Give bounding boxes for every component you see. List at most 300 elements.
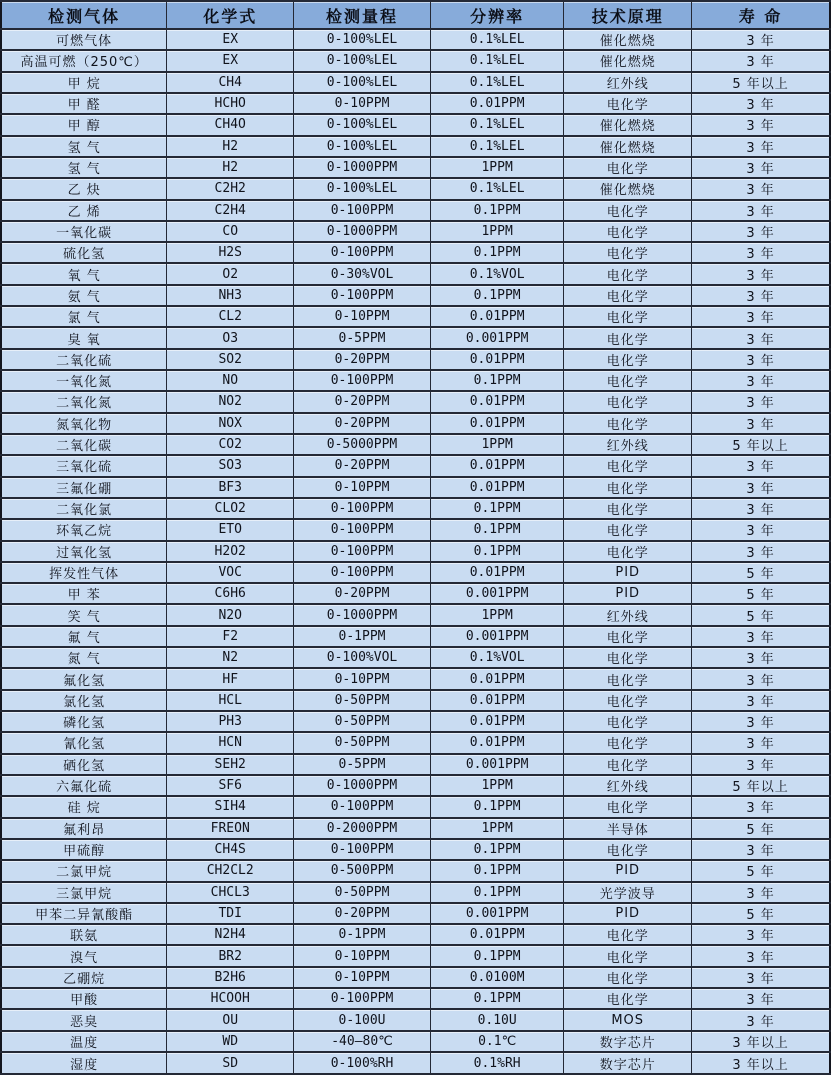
- cell-range: 0-100%RH: [294, 1052, 431, 1074]
- cell-principle: 电化学: [564, 796, 692, 817]
- cell-gas: 溴气: [1, 945, 167, 966]
- cell-gas: 乙 炔: [1, 178, 167, 199]
- cell-life: 3 年: [692, 754, 830, 775]
- table-row: [1, 690, 830, 711]
- cell-gas: 氧 气: [1, 263, 167, 284]
- cell-gas: 挥发性气体: [1, 562, 167, 583]
- cell-range: 0-100PPM: [294, 200, 431, 221]
- cell-gas: 三氧化硫: [1, 455, 167, 476]
- cell-formula: ETO: [167, 519, 294, 540]
- cell-principle: 电化学: [564, 349, 692, 370]
- cell-gas: 氮 气: [1, 647, 167, 668]
- cell-formula: HCHO: [167, 93, 294, 114]
- cell-life: 3 年: [692, 306, 830, 327]
- cell-life: 5 年: [692, 583, 830, 604]
- cell-gas: 氯 气: [1, 306, 167, 327]
- cell-principle: 电化学: [564, 754, 692, 775]
- cell-life: 3 年: [692, 50, 830, 71]
- cell-range: 0-10PPM: [294, 306, 431, 327]
- cell-gas: 氟 气: [1, 626, 167, 647]
- col-header-life: 寿 命: [692, 1, 830, 29]
- cell-gas: 二氧化硫: [1, 349, 167, 370]
- cell-formula: HF: [167, 668, 294, 689]
- cell-formula: HCL: [167, 690, 294, 711]
- cell-life: 3 年: [692, 882, 830, 903]
- col-header-gas: 检测气体: [1, 1, 167, 29]
- cell-range: 0-100U: [294, 1009, 431, 1030]
- cell-principle: 电化学: [564, 988, 692, 1009]
- cell-resolution: 0.1PPM: [430, 945, 563, 966]
- table-row: [1, 967, 830, 988]
- cell-range: 0-30%VOL: [294, 263, 431, 284]
- table-row: [1, 775, 830, 796]
- cell-life: 3 年: [692, 200, 830, 221]
- cell-range: 0-10PPM: [294, 967, 431, 988]
- cell-life: 5 年: [692, 903, 830, 924]
- cell-gas: 甲 醇: [1, 114, 167, 135]
- cell-principle: 电化学: [564, 711, 692, 732]
- cell-gas: 甲 醛: [1, 93, 167, 114]
- cell-gas: 硅 烷: [1, 796, 167, 817]
- cell-principle: PID: [564, 562, 692, 583]
- cell-principle: 电化学: [564, 839, 692, 860]
- cell-principle: 催化燃烧: [564, 136, 692, 157]
- cell-resolution: 0.1PPM: [430, 839, 563, 860]
- table-row: [1, 796, 830, 817]
- table-row: [1, 477, 830, 498]
- table-row: [1, 498, 830, 519]
- cell-range: 0-100PPM: [294, 988, 431, 1009]
- cell-range: 0-20PPM: [294, 413, 431, 434]
- cell-formula: O3: [167, 327, 294, 348]
- cell-formula: C6H6: [167, 583, 294, 604]
- cell-formula: SEH2: [167, 754, 294, 775]
- table-row: [1, 93, 830, 114]
- cell-formula: H2S: [167, 242, 294, 263]
- cell-resolution: 0.01PPM: [430, 413, 563, 434]
- cell-life: 3 年: [692, 178, 830, 199]
- cell-principle: PID: [564, 903, 692, 924]
- cell-life: 3 年: [692, 391, 830, 412]
- cell-life: 3 年: [692, 839, 830, 860]
- cell-range: 0-100%LEL: [294, 178, 431, 199]
- cell-life: 3 年: [692, 242, 830, 263]
- cell-life: 3 年: [692, 29, 830, 50]
- cell-formula: CH4: [167, 72, 294, 93]
- cell-resolution: 0.01PPM: [430, 711, 563, 732]
- cell-range: 0-100%LEL: [294, 114, 431, 135]
- cell-life: 3 年: [692, 668, 830, 689]
- cell-gas: 乙 烯: [1, 200, 167, 221]
- cell-principle: 电化学: [564, 413, 692, 434]
- cell-formula: NOX: [167, 413, 294, 434]
- cell-gas: 三氯甲烷: [1, 882, 167, 903]
- table-row: [1, 541, 830, 562]
- cell-principle: 电化学: [564, 541, 692, 562]
- cell-life: 5 年: [692, 604, 830, 625]
- cell-gas: 乙硼烷: [1, 967, 167, 988]
- cell-resolution: 0.1PPM: [430, 988, 563, 1009]
- cell-range: 0-50PPM: [294, 732, 431, 753]
- table-row: [1, 327, 830, 348]
- cell-life: 3 年以上: [692, 1031, 830, 1052]
- cell-life: 3 年以上: [692, 1052, 830, 1074]
- cell-gas: 甲 烷: [1, 72, 167, 93]
- cell-principle: 光学波导: [564, 882, 692, 903]
- cell-gas: 一氧化碳: [1, 221, 167, 242]
- table-row: [1, 157, 830, 178]
- cell-resolution: 0.001PPM: [430, 583, 563, 604]
- cell-range: 0-5000PPM: [294, 434, 431, 455]
- cell-resolution: 0.1℃: [430, 1031, 563, 1052]
- cell-formula: C2H4: [167, 200, 294, 221]
- cell-range: 0-100PPM: [294, 519, 431, 540]
- cell-gas: 甲硫醇: [1, 839, 167, 860]
- cell-resolution: 0.1PPM: [430, 242, 563, 263]
- table-row: [1, 882, 830, 903]
- cell-gas: 六氟化硫: [1, 775, 167, 796]
- table-row: [1, 711, 830, 732]
- cell-resolution: 0.1PPM: [430, 541, 563, 562]
- cell-formula: SIH4: [167, 796, 294, 817]
- cell-range: 0-1000PPM: [294, 157, 431, 178]
- cell-principle: 电化学: [564, 519, 692, 540]
- cell-range: 0-1PPM: [294, 924, 431, 945]
- cell-life: 5 年以上: [692, 434, 830, 455]
- cell-formula: CHCL3: [167, 882, 294, 903]
- cell-resolution: 0.01PPM: [430, 477, 563, 498]
- cell-formula: CH4O: [167, 114, 294, 135]
- cell-life: 3 年: [692, 221, 830, 242]
- table-row: [1, 604, 830, 625]
- cell-gas: 氢 气: [1, 136, 167, 157]
- table-row: [1, 72, 830, 93]
- cell-range: 0-100%LEL: [294, 136, 431, 157]
- cell-principle: 红外线: [564, 604, 692, 625]
- cell-formula: H2O2: [167, 541, 294, 562]
- table-row: [1, 349, 830, 370]
- cell-formula: H2: [167, 136, 294, 157]
- cell-resolution: 0.1PPM: [430, 200, 563, 221]
- cell-gas: 温度: [1, 1031, 167, 1052]
- cell-range: 0-20PPM: [294, 455, 431, 476]
- cell-formula: N2: [167, 647, 294, 668]
- cell-life: 3 年: [692, 690, 830, 711]
- cell-resolution: 1PPM: [430, 221, 563, 242]
- cell-gas: 环氧乙烷: [1, 519, 167, 540]
- table-row: [1, 562, 830, 583]
- cell-principle: 电化学: [564, 668, 692, 689]
- col-header-range: 检测量程: [294, 1, 431, 29]
- cell-principle: 电化学: [564, 924, 692, 945]
- table-row: [1, 200, 830, 221]
- cell-life: 3 年: [692, 924, 830, 945]
- cell-gas: 一氧化氮: [1, 370, 167, 391]
- cell-formula: CL2: [167, 306, 294, 327]
- table-row: [1, 818, 830, 839]
- cell-gas: 三氟化硼: [1, 477, 167, 498]
- table-body: [1, 29, 830, 1074]
- cell-principle: 催化燃烧: [564, 114, 692, 135]
- table-row: [1, 455, 830, 476]
- table-row: [1, 263, 830, 284]
- cell-range: 0-10PPM: [294, 945, 431, 966]
- cell-formula: SO2: [167, 349, 294, 370]
- cell-principle: 电化学: [564, 967, 692, 988]
- table-row: [1, 391, 830, 412]
- cell-range: 0-50PPM: [294, 690, 431, 711]
- cell-resolution: 0.1%LEL: [430, 136, 563, 157]
- cell-life: 3 年: [692, 477, 830, 498]
- cell-range: 0-20PPM: [294, 903, 431, 924]
- cell-life: 3 年: [692, 327, 830, 348]
- cell-life: 3 年: [692, 136, 830, 157]
- cell-resolution: 0.1PPM: [430, 882, 563, 903]
- cell-life: 3 年: [692, 93, 830, 114]
- cell-life: 3 年: [692, 349, 830, 370]
- cell-life: 3 年: [692, 967, 830, 988]
- cell-gas: 二氧化碳: [1, 434, 167, 455]
- cell-gas: 甲 苯: [1, 583, 167, 604]
- table-row: [1, 583, 830, 604]
- cell-range: 0-1000PPM: [294, 604, 431, 625]
- cell-range: -40—80℃: [294, 1031, 431, 1052]
- cell-formula: O2: [167, 263, 294, 284]
- cell-gas: 过氧化氢: [1, 541, 167, 562]
- cell-range: 0-5PPM: [294, 327, 431, 348]
- cell-range: 0-20PPM: [294, 391, 431, 412]
- cell-principle: 电化学: [564, 327, 692, 348]
- table-row: [1, 1031, 830, 1052]
- cell-life: 3 年: [692, 988, 830, 1009]
- cell-principle: 电化学: [564, 626, 692, 647]
- cell-principle: 红外线: [564, 775, 692, 796]
- table-row: [1, 221, 830, 242]
- cell-principle: 电化学: [564, 647, 692, 668]
- cell-gas: 甲苯二异氰酸酯: [1, 903, 167, 924]
- cell-life: 3 年: [692, 647, 830, 668]
- cell-principle: 电化学: [564, 285, 692, 306]
- cell-formula: CO2: [167, 434, 294, 455]
- cell-range: 0-100%LEL: [294, 29, 431, 50]
- cell-range: 0-10PPM: [294, 668, 431, 689]
- cell-resolution: 0.1%LEL: [430, 178, 563, 199]
- cell-resolution: 0.1PPM: [430, 860, 563, 881]
- cell-gas: 二氯甲烷: [1, 860, 167, 881]
- cell-principle: 电化学: [564, 200, 692, 221]
- cell-principle: 电化学: [564, 157, 692, 178]
- cell-range: 0-100PPM: [294, 562, 431, 583]
- cell-gas: 硒化氢: [1, 754, 167, 775]
- cell-gas: 氰化氢: [1, 732, 167, 753]
- cell-resolution: 0.1PPM: [430, 370, 563, 391]
- cell-principle: 数字芯片: [564, 1052, 692, 1074]
- cell-resolution: 0.1%LEL: [430, 29, 563, 50]
- table-row: [1, 242, 830, 263]
- cell-resolution: 0.001PPM: [430, 327, 563, 348]
- cell-life: 3 年: [692, 370, 830, 391]
- cell-gas: 硫化氢: [1, 242, 167, 263]
- table-row: [1, 988, 830, 1009]
- table-row: [1, 626, 830, 647]
- cell-life: 3 年: [692, 626, 830, 647]
- cell-formula: SD: [167, 1052, 294, 1074]
- cell-life: 3 年: [692, 263, 830, 284]
- cell-range: 0-1PPM: [294, 626, 431, 647]
- cell-gas: 氮氧化物: [1, 413, 167, 434]
- header-row: [1, 1, 830, 29]
- table-row: [1, 136, 830, 157]
- cell-formula: HCN: [167, 732, 294, 753]
- cell-resolution: 0.1PPM: [430, 498, 563, 519]
- cell-resolution: 1PPM: [430, 157, 563, 178]
- cell-principle: 电化学: [564, 263, 692, 284]
- cell-resolution: 0.1%VOL: [430, 263, 563, 284]
- cell-principle: 半导体: [564, 818, 692, 839]
- cell-range: 0-500PPM: [294, 860, 431, 881]
- cell-principle: 红外线: [564, 72, 692, 93]
- cell-range: 0-10PPM: [294, 477, 431, 498]
- cell-formula: H2: [167, 157, 294, 178]
- table-row: [1, 1052, 830, 1074]
- table-row: [1, 860, 830, 881]
- cell-principle: 催化燃烧: [564, 29, 692, 50]
- cell-life: 3 年: [692, 157, 830, 178]
- table-row: [1, 434, 830, 455]
- cell-resolution: 0.10U: [430, 1009, 563, 1030]
- cell-life: 3 年: [692, 732, 830, 753]
- cell-principle: 电化学: [564, 93, 692, 114]
- cell-range: 0-1000PPM: [294, 221, 431, 242]
- cell-principle: 电化学: [564, 391, 692, 412]
- cell-range: 0-100PPM: [294, 839, 431, 860]
- cell-life: 5 年以上: [692, 775, 830, 796]
- cell-gas: 二氧化氮: [1, 391, 167, 412]
- cell-life: 3 年: [692, 413, 830, 434]
- col-header-principle: 技术原理: [564, 1, 692, 29]
- cell-life: 5 年: [692, 818, 830, 839]
- cell-principle: 电化学: [564, 498, 692, 519]
- cell-life: 3 年: [692, 1009, 830, 1030]
- cell-range: 0-100%VOL: [294, 647, 431, 668]
- table-row: [1, 903, 830, 924]
- cell-gas: 氟化氢: [1, 668, 167, 689]
- table-row: [1, 754, 830, 775]
- cell-range: 0-100PPM: [294, 541, 431, 562]
- cell-gas: 可燃气体: [1, 29, 167, 50]
- cell-formula: N2O: [167, 604, 294, 625]
- cell-principle: 电化学: [564, 242, 692, 263]
- col-header-resolution: 分辨率: [430, 1, 563, 29]
- cell-principle: MOS: [564, 1009, 692, 1030]
- table-row: [1, 668, 830, 689]
- cell-resolution: 0.1%LEL: [430, 72, 563, 93]
- cell-resolution: 1PPM: [430, 604, 563, 625]
- table-row: [1, 839, 830, 860]
- cell-life: 3 年: [692, 455, 830, 476]
- cell-resolution: 0.1%RH: [430, 1052, 563, 1074]
- cell-principle: 电化学: [564, 945, 692, 966]
- table-row: [1, 924, 830, 945]
- cell-resolution: 0.01PPM: [430, 732, 563, 753]
- cell-resolution: 0.1PPM: [430, 285, 563, 306]
- cell-range: 0-20PPM: [294, 583, 431, 604]
- cell-resolution: 0.001PPM: [430, 754, 563, 775]
- cell-range: 0-1000PPM: [294, 775, 431, 796]
- cell-resolution: 0.01PPM: [430, 690, 563, 711]
- cell-principle: 电化学: [564, 732, 692, 753]
- cell-resolution: 0.1%LEL: [430, 114, 563, 135]
- cell-principle: 催化燃烧: [564, 50, 692, 71]
- cell-life: 3 年: [692, 711, 830, 732]
- cell-principle: 电化学: [564, 477, 692, 498]
- cell-gas: 高温可燃（250℃）: [1, 50, 167, 71]
- cell-life: 3 年: [692, 498, 830, 519]
- cell-formula: VOC: [167, 562, 294, 583]
- cell-gas: 氯化氢: [1, 690, 167, 711]
- cell-range: 0-100%LEL: [294, 72, 431, 93]
- cell-range: 0-50PPM: [294, 711, 431, 732]
- cell-formula: B2H6: [167, 967, 294, 988]
- cell-resolution: 0.01PPM: [430, 455, 563, 476]
- table-row: [1, 413, 830, 434]
- cell-resolution: 0.1PPM: [430, 519, 563, 540]
- cell-resolution: 0.01PPM: [430, 668, 563, 689]
- cell-life: 3 年: [692, 114, 830, 135]
- cell-principle: 电化学: [564, 306, 692, 327]
- cell-formula: F2: [167, 626, 294, 647]
- cell-formula: CO: [167, 221, 294, 242]
- cell-formula: NO2: [167, 391, 294, 412]
- cell-gas: 甲酸: [1, 988, 167, 1009]
- table-row: [1, 178, 830, 199]
- table-row: [1, 285, 830, 306]
- table-row: [1, 50, 830, 71]
- cell-formula: BF3: [167, 477, 294, 498]
- cell-life: 3 年: [692, 945, 830, 966]
- table-row: [1, 647, 830, 668]
- cell-formula: EX: [167, 29, 294, 50]
- cell-resolution: 0.01PPM: [430, 562, 563, 583]
- cell-range: 0-20PPM: [294, 349, 431, 370]
- cell-gas: 笑 气: [1, 604, 167, 625]
- cell-gas: 二氧化氯: [1, 498, 167, 519]
- cell-range: 0-50PPM: [294, 882, 431, 903]
- cell-gas: 联氨: [1, 924, 167, 945]
- cell-formula: BR2: [167, 945, 294, 966]
- cell-formula: SF6: [167, 775, 294, 796]
- cell-formula: WD: [167, 1031, 294, 1052]
- cell-gas: 氟利昂: [1, 818, 167, 839]
- cell-range: 0-10PPM: [294, 93, 431, 114]
- cell-gas: 湿度: [1, 1052, 167, 1074]
- cell-formula: OU: [167, 1009, 294, 1030]
- cell-principle: PID: [564, 860, 692, 881]
- cell-principle: 数字芯片: [564, 1031, 692, 1052]
- cell-principle: 电化学: [564, 690, 692, 711]
- cell-principle: PID: [564, 583, 692, 604]
- cell-formula: C2H2: [167, 178, 294, 199]
- cell-principle: 电化学: [564, 221, 692, 242]
- cell-principle: 催化燃烧: [564, 178, 692, 199]
- cell-range: 0-100PPM: [294, 370, 431, 391]
- cell-formula: EX: [167, 50, 294, 71]
- cell-resolution: 0.001PPM: [430, 903, 563, 924]
- cell-resolution: 1PPM: [430, 775, 563, 796]
- cell-resolution: 1PPM: [430, 434, 563, 455]
- cell-formula: HCOOH: [167, 988, 294, 1009]
- cell-resolution: 0.01PPM: [430, 93, 563, 114]
